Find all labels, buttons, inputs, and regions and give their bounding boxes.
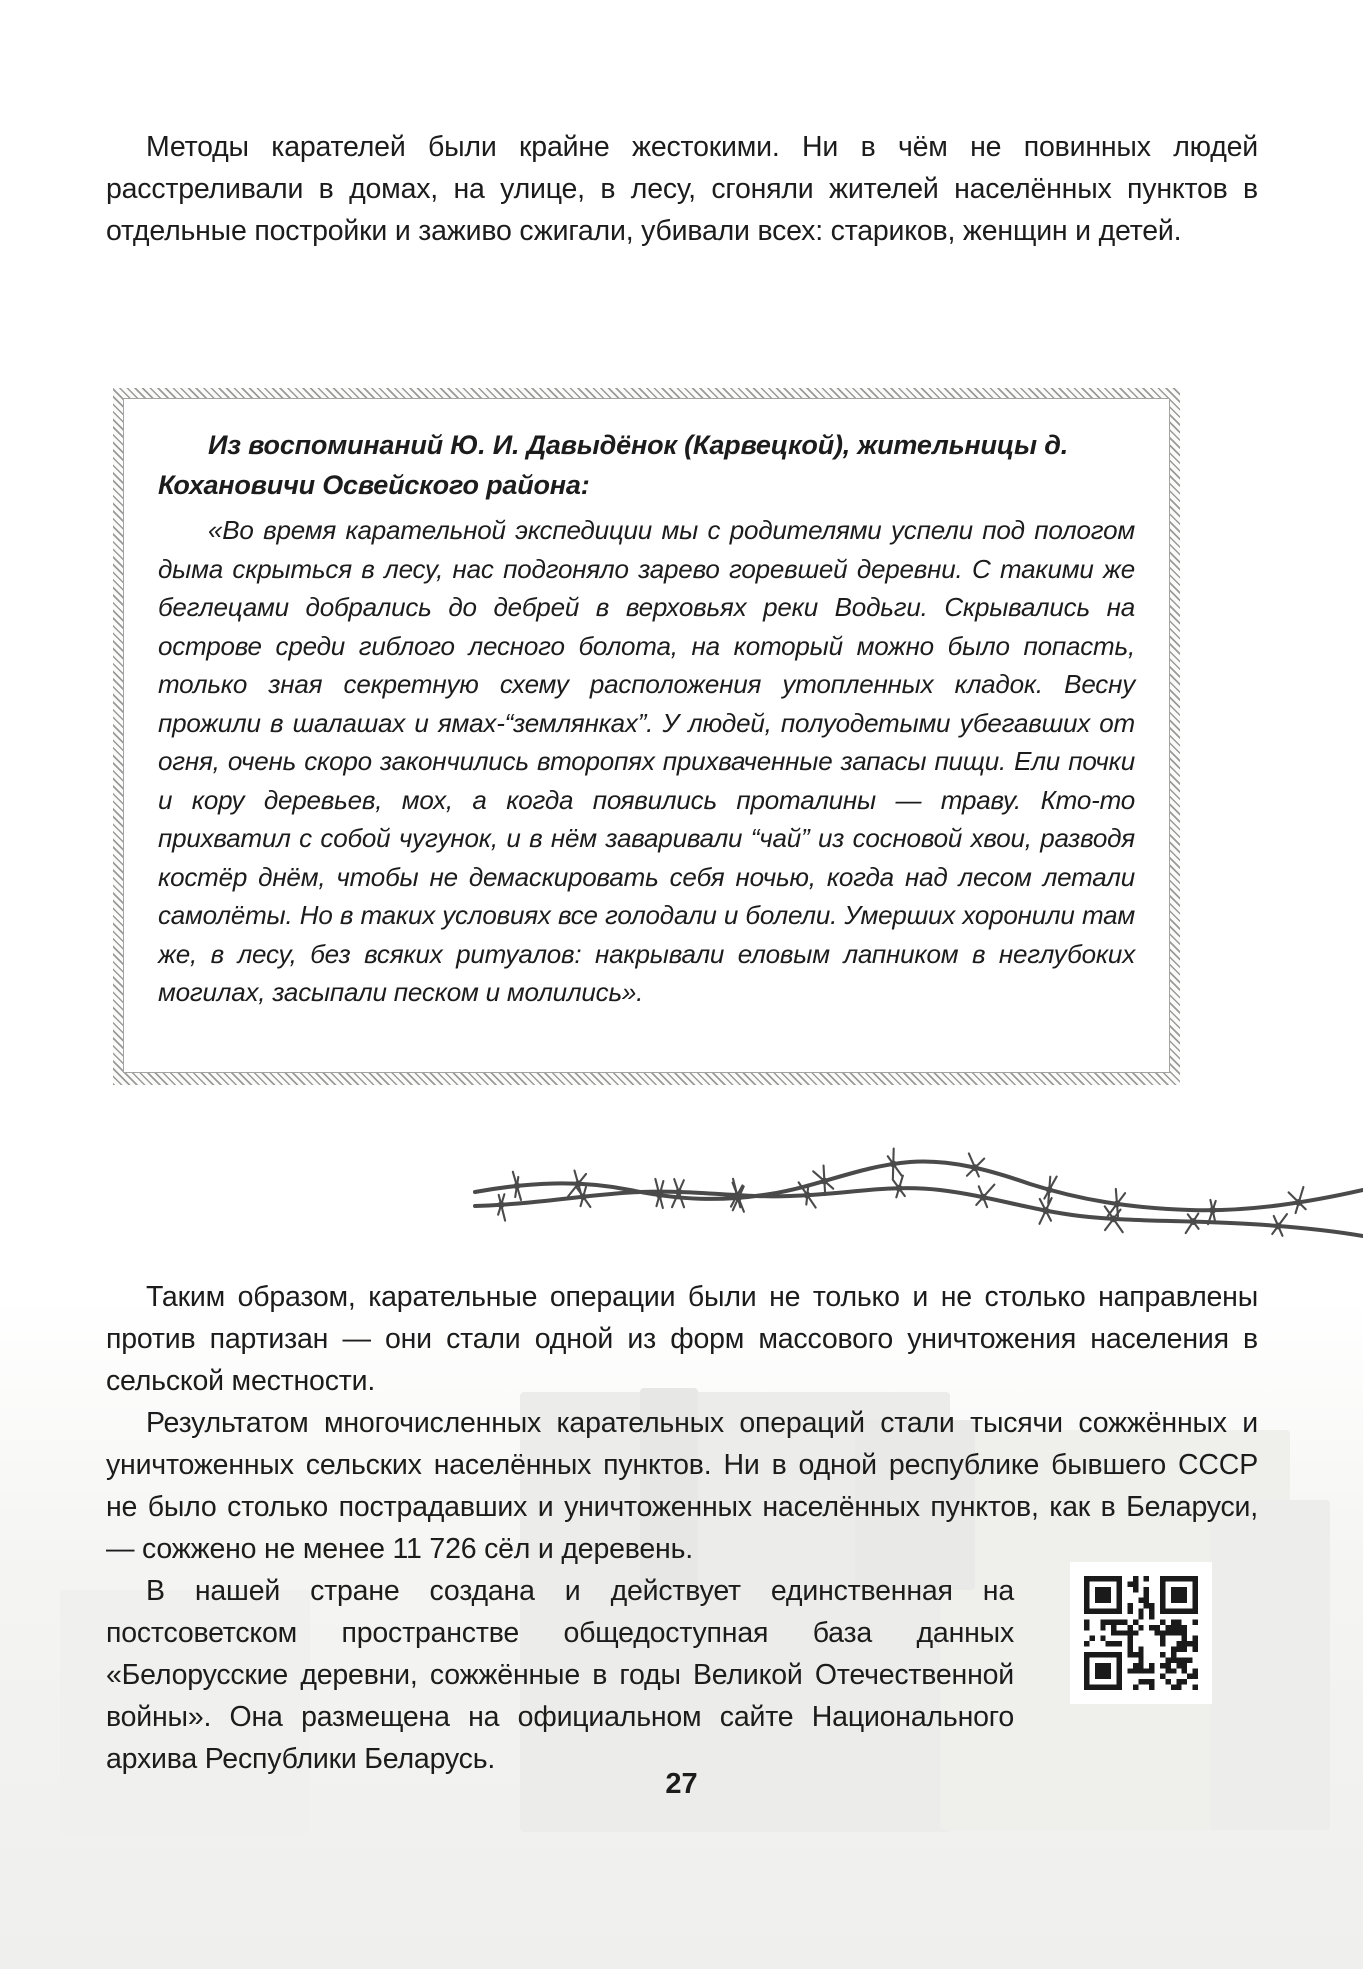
memoir-quote-inner [123, 398, 1170, 1073]
barbed-wire-illustration [470, 1132, 1363, 1250]
intro-paragraph-block [106, 126, 1258, 252]
paragraph-burned-villages: Результатом многочисленных карательных операций стали тысячи сожжённых и уничтоженных сельских населённых пунктов. Ни в одной республике бывшего СССР не было столько пострадавших и уничтоженных населённых пунктов, как в Беларуси, — сожжено не менее 11 726 сёл и деревень. [106, 1407, 1258, 1565]
intro-paragraph: Методы карателей были крайне жестокими. Ни в чём не повинных людей расстреливали в домах, на улице, в лесу, сгоняли жителей населённых пунктов в отдельные постройки и заживо сжигали, убивали всех: стариков, женщин и детей. [106, 131, 1258, 247]
quote-body: «Во время карательной экспедиции мы с родителями успели под пологом дыма скрыться в лесу, нас подгоняло зарево горевшей деревни. С такими же беглецами добрались до дебрей в верховьях реки Водьги. Скрывались на острове среди гиблого лесного болота, на который можно было попасть, только зная секретную схему расположения утопленных кладок. Весну прожили в шалашах и ямах-“землянках”. У людей, полуодетыми убегавших от огня, очень скоро закончились второпях прихваченные запасы пищи. Ели почки и кору деревьев, мох, а когда появились проталины — траву. Кто-то прихватил с собой чугунок, и в нём заваривали “чай” из сосновой хвои, разводя костёр днём, чтобы не демаскировать себя ночью, когда над лесом летали самолёты. Но в таких условиях все голодали и болели. Умерших хоронили там же, в лесу, без всяких ритуалов: накрывали еловым лапником в неглубоких могилах, засыпали песком и молились». [158, 515, 1135, 1007]
wire-strand-lower [475, 1188, 1363, 1236]
paragraph-database-wrap [106, 1570, 1258, 1780]
qr-code [1070, 1562, 1212, 1704]
main-text-block [106, 1276, 1258, 1780]
wire-strand-upper [475, 1162, 1363, 1211]
paragraph-database: В нашей стране создана и действует единственная на постсоветском пространстве общедоступная база данных «Белорусские деревни, сожжённые в годы Великой Отечественной войны». Она размещена на официальном сайте Национального архива Республики Беларусь. [106, 1575, 1014, 1775]
page-number: 27 [665, 1768, 698, 1800]
memoir-quote-box [113, 388, 1180, 1085]
paragraph-punitive-operations: Таким образом, карательные операции были не только и не столько направлены против партизан — они стали одной из форм массового уничтожения населения в сельской местности. [106, 1281, 1258, 1397]
quote-heading: Из воспоминаний Ю. И. Давыдёнок (Карвецкой), жительницы д. Кохановичи Освейского района: [158, 430, 1068, 500]
